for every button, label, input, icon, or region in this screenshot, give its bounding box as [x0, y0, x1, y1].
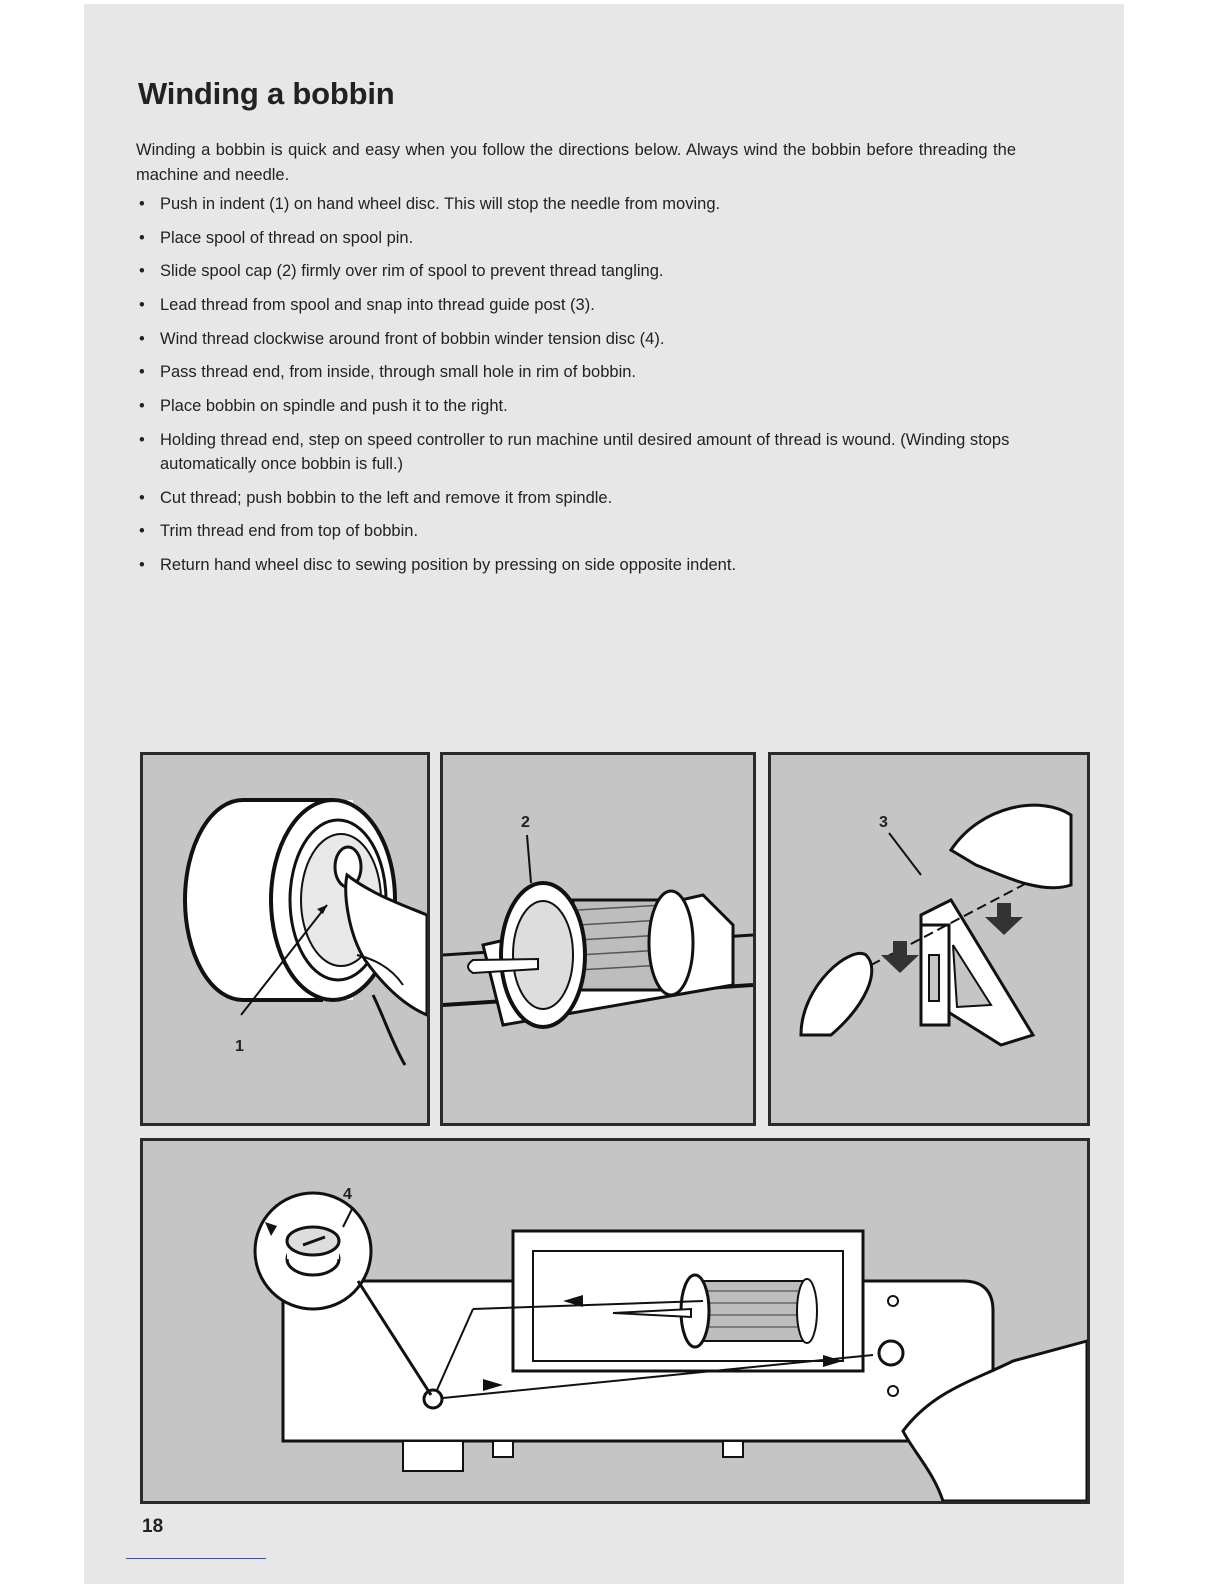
list-item: • Return hand wheel disc to sewing position by pressing on side opposite indent. [136, 553, 1026, 577]
list-item: • Cut thread; push bobbin to the left and remove it from spindle. [136, 486, 1026, 510]
list-item: • Trim thread end from top of bobbin. [136, 519, 1026, 543]
callout-4: 4 [343, 1186, 352, 1203]
list-item: • Pass thread end, from inside, through small hole in rim of bobbin. [136, 360, 1026, 384]
figure-spool-cap [440, 752, 756, 1126]
figure-hand-wheel [140, 752, 430, 1126]
list-item: • Lead thread from spool and snap into thread guide post (3). [136, 293, 1026, 317]
intro-paragraph: Winding a bobbin is quick and easy when you follow the directions below. Always wind the bobbin before threading the machine and needle. [136, 141, 1016, 184]
figure-bobbin-winding [140, 1138, 1090, 1504]
list-item: • Slide spool cap (2) firmly over rim of spool to prevent thread tangling. [136, 259, 1026, 283]
callout-1: 1 [235, 1038, 244, 1055]
page-title: Winding a bobbin [138, 76, 395, 111]
page-number: 18 [142, 1516, 164, 1537]
link-underline [126, 1558, 266, 1559]
manual-page [84, 4, 1124, 1584]
list-item: • Push in indent (1) on hand wheel disc. This will stop the needle from moving. [136, 192, 1026, 216]
figure-thread-guide [768, 752, 1090, 1126]
list-item: • Holding thread end, step on speed controller to run machine until desired amount of thread is wound. (Winding stops automatically once bobbin is full.) [136, 428, 1026, 476]
list-item: • Wind thread clockwise around front of bobbin winder tension disc (4). [136, 327, 1026, 351]
callout-2: 2 [521, 814, 530, 831]
callout-3: 3 [879, 814, 888, 831]
list-item: • Place spool of thread on spool pin. [136, 226, 1026, 250]
list-item: • Place bobbin on spindle and push it to the right. [136, 394, 1026, 418]
steps-list [136, 192, 1026, 587]
